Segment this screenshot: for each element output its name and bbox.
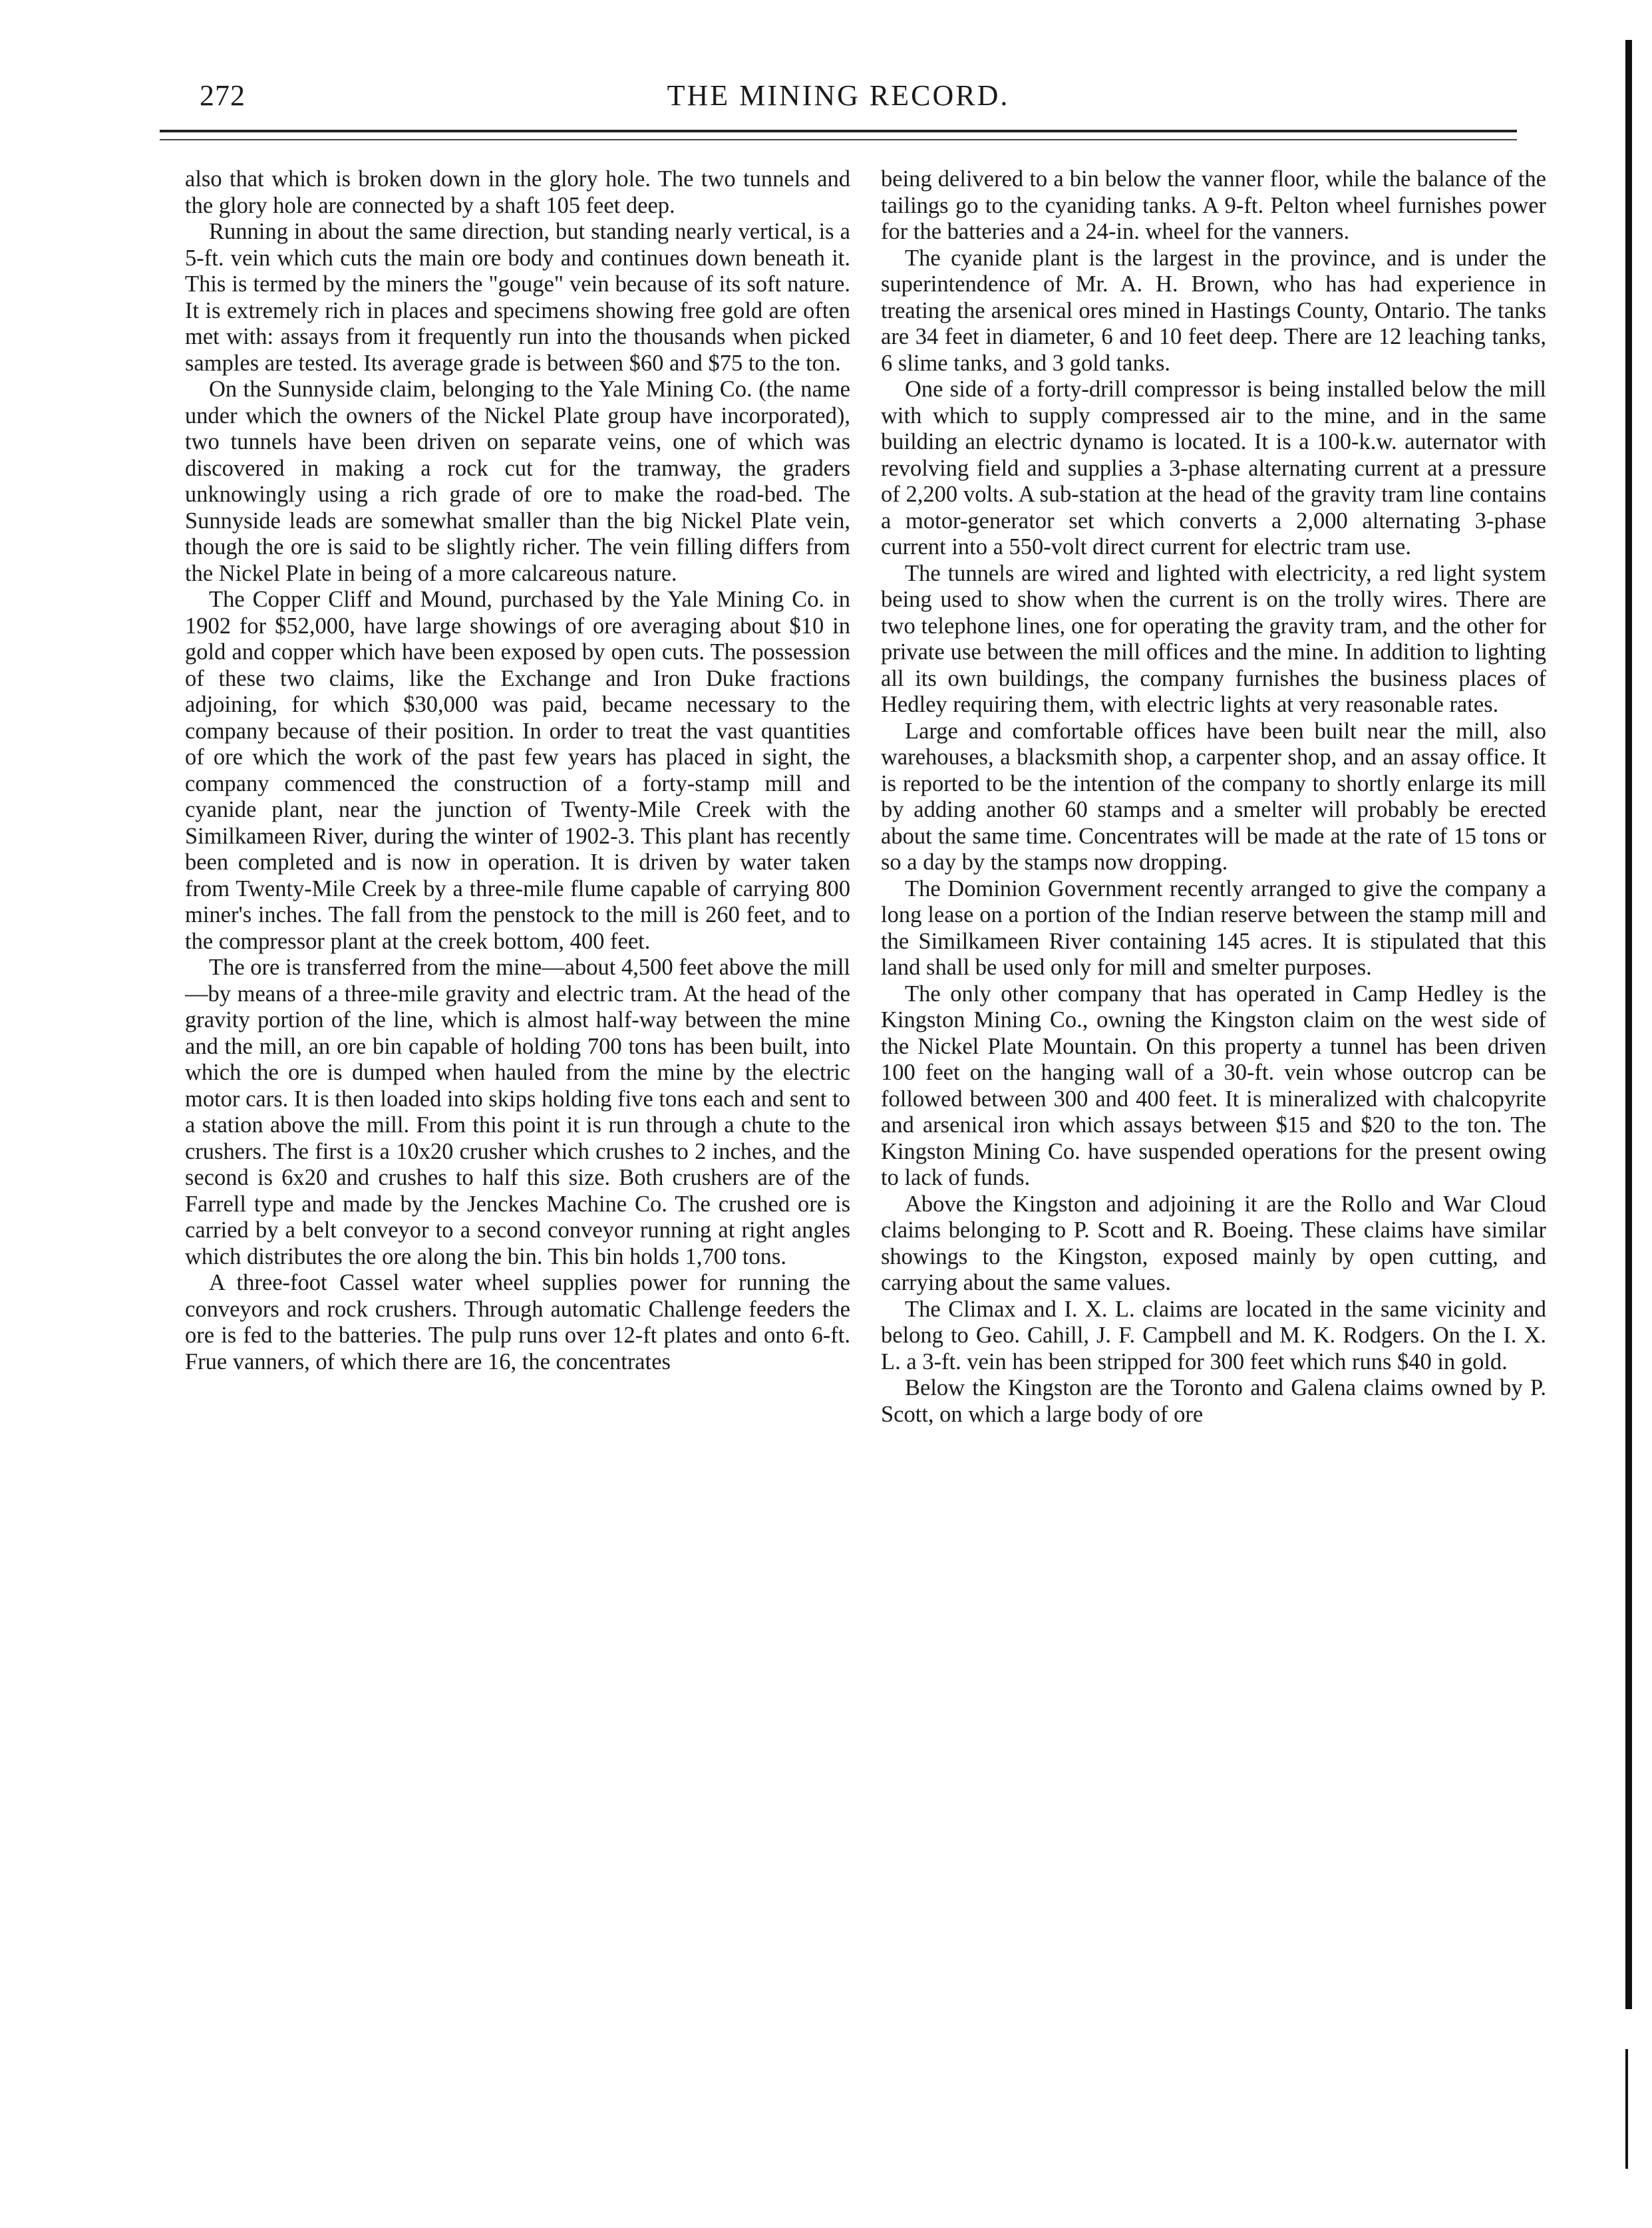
paragraph: The ore is transferred from the mine—about 4,500 feet above the mill—by means of a three-mile gravity and electric tram. At the head of the gravity portion of the line, which is almost half-way between the mine and the mill, an ore bin capable of holding 700 tons has been built, into which the ore is dumped when hauled from the mine by the electric motor cars. It is then loaded into skips holding five tons each and sent to a station above the mill. From this point it is run through a chute to the crushers. The first is a 10x20 crusher which crushes to 2 inches, and the second is 6x20 and crushes to half this size. Both crushers are of the Farrell type and made by the Jenckes Machine Co. The crushed ore is carried by a belt conveyor to a second conveyor running at right angles which distributes the ore along the bin. This bin holds 1,700 tons.: [185, 955, 850, 1269]
paragraph: One side of a forty-drill compressor is being installed below the mill with which to supply compressed air to the mine, and in the same building an electric dynamo is located. It is a 100-k.w. auternator with revolving field and supplies a 3-phase alternating current at a pressure of 2,200 volts. A sub-station at the head of the gravity tram line contains a motor-generator set which converts a 2,000 alternating 3-phase current into a 550-volt direct current for electric tram use.: [881, 377, 1546, 559]
page-edge-lower: [1625, 2049, 1628, 2169]
header-rule: [160, 130, 1517, 140]
page-number: 272: [200, 79, 246, 112]
paragraph: The Climax and I. X. L. claims are located in the same vicinity and belong to Geo. Cahill, J. F. Campbell and M. K. Rodgers. On the I. X. L. a 3-ft. vein has been stripped for 300 feet which runs $40 in gold.: [881, 1296, 1546, 1374]
paragraph: The cyanide plant is the largest in the province, and is under the superintendence of Mr. A. H. Brown, who has had experience in treating the arsenical ores mined in Hastings County, Ontario. The tanks are 34 feet in diameter, 6 and 10 feet deep. There are 12 leaching tanks, 6 slime tanks, and 3 gold tanks.: [881, 245, 1546, 376]
paragraph: The only other company that has operated in Camp Hedley is the Kingston Mining Co., owning the Kingston claim on the west side of the Nickel Plate Mountain. On this property a tunnel has been driven 100 feet on the hanging wall of a 30-ft. vein whose outcrop can be followed between 300 and 400 feet. It is mineralized with chalcopyrite and arsenical iron which assays between $15 and $20 to the ton. The Kingston Mining Co. have suspended operations for the present owing to lack of funds.: [881, 981, 1546, 1190]
paragraph: A three-foot Cassel water wheel supplies power for running the conveyors and rock crushers. Through automatic Challenge feeders the ore is fed to the batteries. The pulp runs over 12-ft plates and onto 6-ft. Frue vanners, of which there are 16, the concentrates: [185, 1270, 850, 1374]
paragraph: Above the Kingston and adjoining it are the Rollo and War Cloud claims belonging to P. Scott and R. Boeing. These claims have similar showings to the Kingston, exposed mainly by open cutting, and carrying about the same values.: [881, 1191, 1546, 1295]
paragraph: The Copper Cliff and Mound, purchased by the Yale Mining Co. in 1902 for $52,000, have large showings of ore averaging about $10 in gold and copper which have been exposed by open cuts. The possession of these two claims, like the Exchange and Iron Duke fractions adjoining, for which $30,000 was paid, became necessary to the company because of their position. In order to treat the vast quantities of ore which the work of the past few years has placed in sight, the company commenced the construction of a forty-stamp mill and cyanide plant, near the junction of Twenty-Mile Creek with the Similkameen River, during the winter of 1902-3. This plant has recently been completed and is now in operation. It is driven by water taken from Twenty-Mile Creek by a three-mile flume capable of carrying 800 miner's inches. The fall from the penstock to the mill is 260 feet, and to the compressor plant at the creek bottom, 400 feet.: [185, 587, 850, 954]
paragraph: The Dominion Government recently arranged to give the company a long lease on a portion of the Indian reserve between the stamp mill and the Similkameen River containing 145 acres. It is stipulated that this land shall be used only for mill and smelter purposes.: [881, 875, 1546, 980]
left-column: [185, 166, 850, 2189]
right-column: [881, 166, 1546, 2189]
paragraph: On the Sunnyside claim, belonging to the Yale Mining Co. (the name under which the owners of the Nickel Plate group have incorporated), two tunnels have been driven on separate veins, one of which was discovered in making a rock cut for the tramway, the graders unknowingly using a rich grade of ore to make the road-bed. The Sunnyside leads are somewhat smaller than the big Nickel Plate vein, though the ore is said to be slightly richer. The vein filling differs from the Nickel Plate in being of a more calcareous nature.: [185, 377, 850, 586]
paragraph: being delivered to a bin below the vanner floor, while the balance of the tailings go to the cyaniding tanks. A 9-ft. Pelton wheel furnishes power for the batteries and a 24-in. wheel for the vanners.: [881, 166, 1546, 244]
running-title: THE MINING RECORD.: [667, 79, 1010, 112]
paragraph: also that which is broken down in the glory hole. The two tunnels and the glory hole are connected by a shaft 105 feet deep.: [185, 166, 850, 218]
paragraph: Large and comfortable offices have been built near the mill, also warehouses, a blacksmith shop, a carpenter shop, and an assay office. It is reported to be the intention of the company to shortly enlarge its mill by adding another 60 stamps and a smelter will probably be erected about the same time. Concentrates will be made at the rate of 15 tons or so a day by the stamps now dropping.: [881, 718, 1546, 875]
paragraph: The tunnels are wired and lighted with electricity, a red light system being used to show when the current is on the trolly wires. There are two telephone lines, one for operating the gravity tram, and the other for private use between the mill offices and the mine. In addition to lighting all its own buildings, the company furnishes the business places of Hedley requiring them, with electric lights at very reasonable rates.: [881, 560, 1546, 717]
paragraph: Running in about the same direction, but standing nearly vertical, is a 5-ft. vein which cuts the main ore body and continues down beneath it. This is termed by the miners the "gouge" vein because of its soft nature. It is extremely rich in places and specimens showing free gold are often met with: assays from it frequently run into the thousands when picked samples are tested. Its average grade is between $60 and $75 to the ton.: [185, 219, 850, 376]
page-edge: [1625, 40, 1632, 2009]
paragraph: Below the Kingston are the Toronto and Galena claims owned by P. Scott, on which a large body of ore: [881, 1375, 1546, 1427]
page-header: [160, 79, 1517, 118]
